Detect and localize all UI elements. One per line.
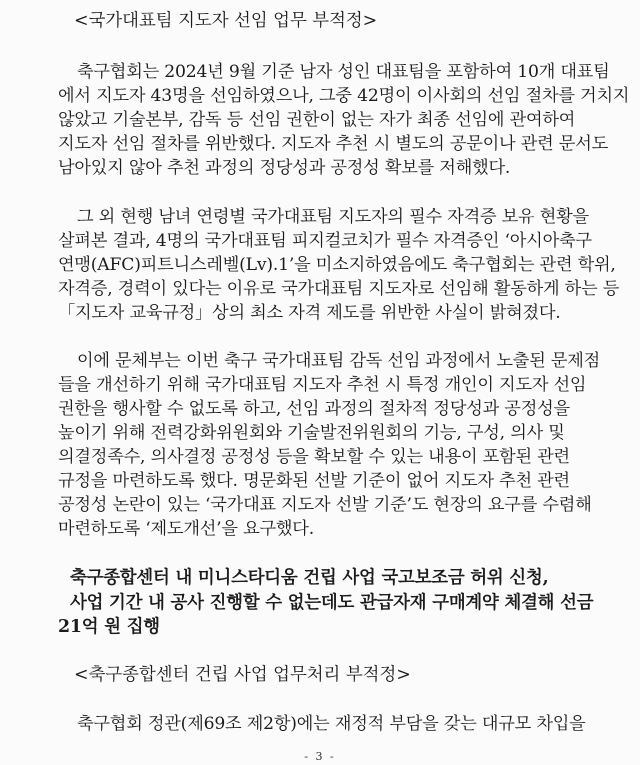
- page-number: - 3 -: [304, 750, 336, 763]
- paragraph-line: 그 외 현행 남녀 연령별 국가대표팀 지도자의 필수 자격증 보유 현황을: [77, 207, 589, 227]
- section-heading: <국가대표팀 지도자 선임 업무 부적정>: [74, 11, 378, 31]
- paragraph-line: 살펴본 결과, 4명의 국가대표팀 피지컬코치가 필수 자격증인 ‘아시아축구: [58, 231, 592, 251]
- paragraph-line: 않았고 기술본부, 감독 등 선임 권한이 없는 자가 최종 선임에 관여하여: [58, 110, 576, 130]
- paragraph-line: 에서 지도자 43명을 선임하였으나, 그중 42명이 이사회의 선임 절차를 거치지: [58, 86, 630, 106]
- paragraph-line: 이에 문체부는 이번 축구 국가대표팀 감독 선임 과정에서 노출된 문제점: [77, 351, 601, 371]
- paragraph-line: 남아있지 않아 추천 과정의 정당성과 공정성 확보를 저해했다.: [58, 158, 511, 178]
- paragraph-line: 자격증, 경력이 있다는 이유로 국가대표팀 지도자로 선임해 활동하게 하는 등: [58, 279, 620, 299]
- paragraph-line: 「지도자 교육규정」상의 최소 자격 제도를 위반한 사실이 밝혀졌다.: [58, 303, 561, 323]
- section-heading: <축구종합센터 건립 사업 업무처리 부적정>: [74, 665, 411, 685]
- bold-summary-line: 21억 원 집행: [58, 617, 160, 637]
- paragraph-line: 축구협회는 2024년 9월 기준 남자 성인 대표팀을 포함하여 10개 대표팀: [77, 62, 610, 82]
- paragraph-line: 의결정족수, 의사결정 공정성 등을 확보할 수 있는 내용이 포함된 관련: [58, 447, 570, 467]
- paragraph-line: 규정을 마련하도록 했다. 명문화된 선발 기준이 없어 지도자 추천 관련: [58, 471, 570, 491]
- paragraph-line: 들을 개선하기 위해 국가대표팀 지도자 추천 시 특정 개인이 지도자 선임: [58, 375, 587, 395]
- paragraph-line: 연맹(AFC)피트니스레벨(Lv).1’을 미소지하였음에도 축구협회는 관련 학위,: [58, 255, 616, 275]
- paragraph-line: 지도자 선임 절차를 위반했다. 지도자 추천 시 별도의 공문이나 관련 문서도: [58, 134, 608, 154]
- paragraph-line: 높이기 위해 전력강화위원회와 기술발전위원회의 기능, 구성, 의사 및: [58, 423, 565, 443]
- bold-summary-line: 사업 기간 내 공사 진행할 수 없는데도 관급자재 구매계약 체결해 선금: [70, 593, 594, 613]
- paragraph-line: 권한을 행사할 수 없도록 하고, 선임 과정의 절차적 정당성과 공정성을: [58, 399, 570, 419]
- paragraph-line: 마련하도록 ‘제도개선’을 요구했다.: [58, 519, 314, 539]
- paragraph-line: 축구협회 정관(제69조 제2항)에는 재정적 부담을 갖는 대규모 차입을: [77, 714, 586, 734]
- paragraph-line: 공정성 논란이 있는 ‘국가대표 지도자 선발 기준’도 현장의 요구를 수렴해: [58, 495, 592, 515]
- bold-summary-line: 축구종합센터 내 미니스타디움 건립 사업 국고보조금 허위 신청,: [70, 568, 549, 588]
